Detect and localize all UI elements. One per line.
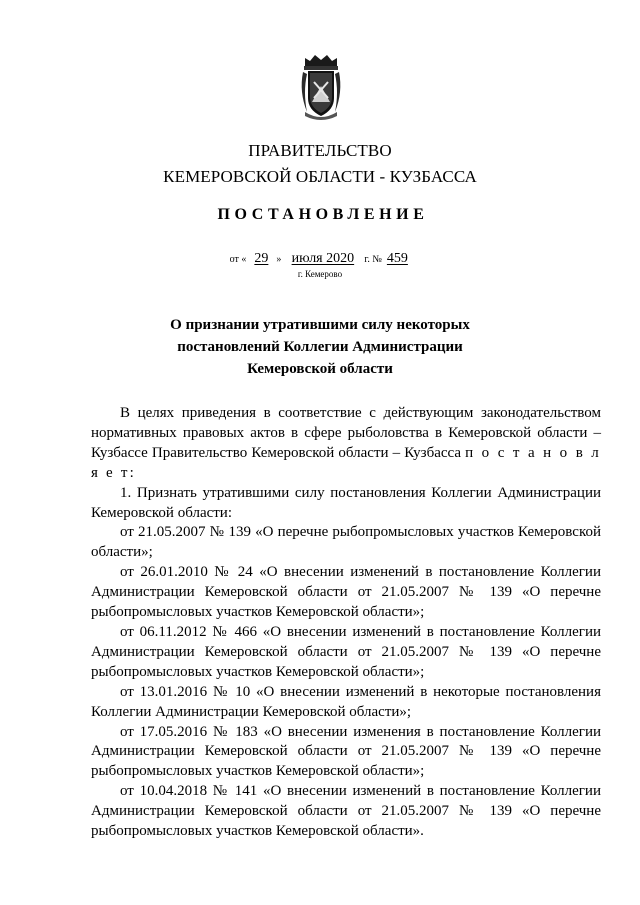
government-name-line1: ПРАВИТЕЛЬСТВО xyxy=(248,141,392,160)
document-type: ПОСТАНОВЛЕНИЕ xyxy=(217,206,429,223)
date-day: 29 xyxy=(254,251,269,266)
document-body xyxy=(91,404,601,842)
date-number-line xyxy=(0,251,640,268)
title-line: постановлений Коллегии Администрации xyxy=(177,339,463,355)
document-number: 459 xyxy=(386,251,408,266)
intro-paragraph xyxy=(91,404,601,484)
resolves-word: п о с т а н о в л я е т: xyxy=(91,444,601,481)
kuzbass-coat-of-arms-icon xyxy=(299,52,343,122)
date-separator: » xyxy=(276,254,282,265)
repealed-act-item: от 06.11.2012 № 466 «О внесении изменений в постановление Коллегии Администрации Кемеровской области от 21.05.2007 № 139 «О перечне рыбопромысловых участков Кемеровской области»; xyxy=(91,623,601,680)
government-name-line2: КЕМЕРОВСКОЙ ОБЛАСТИ - КУЗБАССА xyxy=(163,167,477,186)
title-line: Кемеровской области xyxy=(247,361,393,377)
date-year-suffix: г. xyxy=(364,254,370,265)
date-prefix: от « xyxy=(229,254,247,265)
repealed-act-item: от 10.04.2018 № 141 «О внесении изменений в постановление Коллегии Администрации Кемеровской области от 21.05.2007 № 139 «О перечне рыбопромысловых участков Кемеровской области». xyxy=(91,783,601,840)
repealed-act-item: от 17.05.2016 № 183 «О внесении изменения в постановление Коллегии Администрации Кемеровской области от 21.05.2007 № 139 «О перечне рыбопромысловых участков Кемеровской области»; xyxy=(91,723,601,780)
item-1: 1. Признать утратившими силу постановления Коллегии Администрации Кемеровской области: xyxy=(91,484,601,521)
repealed-act-item: от 26.01.2010 № 24 «О внесении изменений в постановление Коллегии Администрации Кемеровской области от 21.05.2007 № 139 «О перечне рыбопромысловых участков Кемеровской области»; xyxy=(91,564,601,621)
date-month-year: июля 2020 xyxy=(291,251,355,266)
city-name: г. Кемерово xyxy=(297,269,343,279)
title-line: О признании утратившими силу некоторых xyxy=(170,317,470,333)
repealed-act-item: от 21.05.2007 № 139 «О перечне рыбопромысловых участков Кемеровской области»; xyxy=(91,524,601,561)
intro-text: В целях приведения в соответствие с действующим законодательством нормативных правовых актов в сфере рыболовства в Кемеровской области – Кузбассе Правительство Кемеровской области – Кузбасса xyxy=(91,405,601,461)
number-sign: № xyxy=(372,254,382,265)
document-title xyxy=(0,314,640,380)
repealed-act-item: от 13.01.2016 № 10 «О внесении изменений в некоторые постановления Коллегии Администрации Кемеровской области»; xyxy=(91,683,601,720)
